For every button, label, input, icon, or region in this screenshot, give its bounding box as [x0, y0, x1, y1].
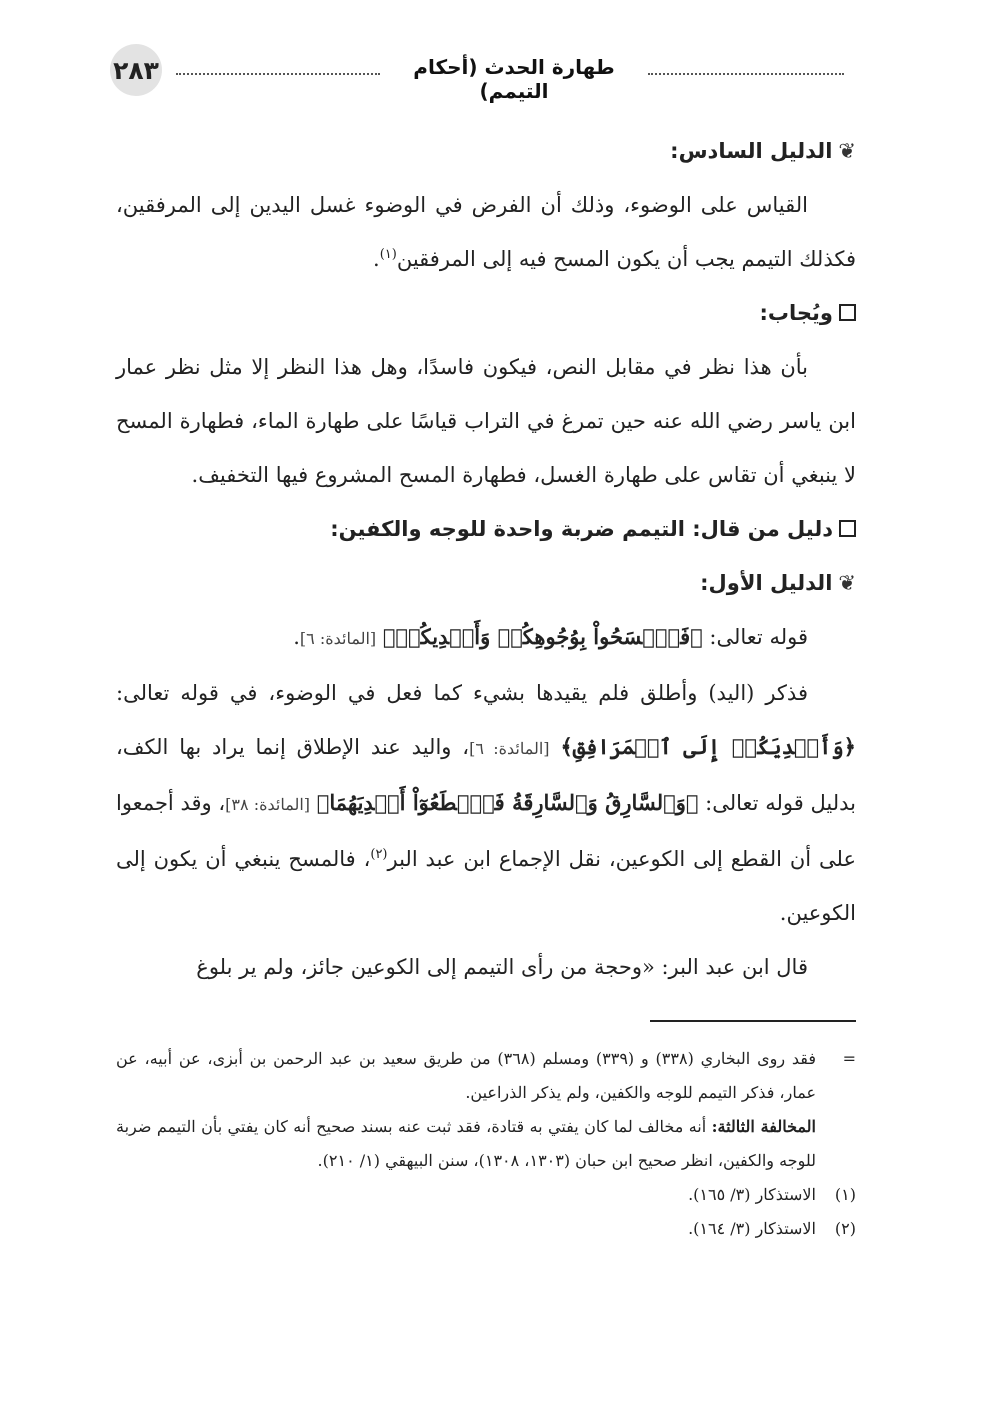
header-dotted-leader-right	[648, 57, 844, 75]
yad-paragraph: فذكر (اليد) وأطلق فلم يقيدها بشيء كما فعل في الوضوء، في قوله تعالى: ﴿وَأَيۡدِيَكُمۡ إِلَى ٱلۡمَرَافِقِ﴾ [المائدة: ٦]، واليد عند الإطلاق إنما يراد بها الكف، بدليل قوله تعالى: ﴿وَٱلسَّارِقُ وَٱلسَّارِقَةُ فَٱقۡطَعُوٓاْ أَيۡدِيَهُمَا﴾ [المائدة: ٣٨]، وقد أجمعوا على أن القطع إلى الكوعين، نقل الإجماع ابن عبد البر$^{(٢)}$، فالمسح ينبغي أن يكون إلى الكوعين.	[116, 681, 856, 925]
quran-verse: ﴿وَٱلسَّارِقُ وَٱلسَّارِقَةُ فَٱقۡطَعُوٓاْ أَيۡدِيَهُمَا﴾	[316, 790, 699, 815]
response-heading: ويُجاب:	[116, 286, 856, 340]
verse-reference: [المائدة: ٣٨]	[225, 795, 311, 814]
quran-verse: ﴿فَٱمۡسَحُواْ بِوُجُوهِكُمۡ وَأَيۡدِيكُمۡ﴾	[382, 624, 703, 649]
first-evidence-heading: ❦الدليل الأول:	[700, 571, 856, 595]
footnotes	[116, 1042, 856, 1246]
running-title: طهارة الحدث (أحكام التيمم)	[413, 55, 615, 103]
footnote-ref-2[interactable]: (٢)	[370, 847, 388, 862]
verse-paragraph: قوله تعالى: ﴿فَٱمۡسَحُواْ بِوُجُوهِكُمۡ وَأَيۡدِيكُمۡ﴾ [المائدة: ٦].	[293, 624, 808, 649]
verse-reference: [المائدة: ٦]	[299, 629, 377, 648]
leaf-ornament-icon: ❦	[838, 139, 856, 163]
qiyas-paragraph: القياس على الوضوء، وذلك أن الفرض في الوضوء غسل اليدين إلى المرفقين، فكذلك التيمم يجب أن يكون المسح فيه إلى المرفقين$^{(١)}$.	[116, 193, 856, 271]
footnote-ref-1[interactable]: (١)	[379, 247, 397, 262]
footnote-number: (١)	[834, 1185, 856, 1204]
verse-reference: [المائدة: ٦]	[469, 739, 550, 758]
header-dotted-leader-left	[176, 57, 380, 75]
leaf-ornament-icon: ❦	[838, 571, 856, 595]
footnote-text: الاستذكار (٣/ ١٦٤).	[688, 1219, 816, 1238]
response-paragraph: بأن هذا نظر في مقابل النص، فيكون فاسدًا، وهل هذا النظر إلا مثل نظر عمار ابن ياسر رضي الله عنه حين تمرغ في التراب قياسًا على طهارة الماء، فطهارة المسح لا ينبغي أن تقاس على طهارة الغسل، فطهارة المسح المشروع فيها التخفيف.	[116, 355, 856, 487]
checkbox-square-icon	[839, 304, 856, 321]
footnote-text: الاستذكار (٣/ ١٦٥).	[688, 1185, 816, 1204]
checkbox-square-icon	[839, 520, 856, 537]
one-strike-heading: دليل من قال: التيمم ضربة واحدة للوجه والكفين:	[116, 502, 856, 556]
page-number-badge	[110, 44, 162, 96]
page-number: ٢٨٣	[113, 55, 159, 85]
third-violation: المخالفة الثالثة: أنه مخالف لما كان يفتي به قتادة، فقد ثبت عنه بسند صحيح أنه كان يفتي بأن التيمم ضربة للوجه والكفين، انظر صحيح ابن حبان (١٣٠٣، ١٣٠٨)، سنن البيهقي (١/ ٢١٠).	[116, 1117, 816, 1170]
continuation-text: فقد روى البخاري (٣٣٨) و (٣٣٩) ومسلم (٣٦٨) من طريق سعيد بن عبد الرحمن بن أبزى، عن أبيه، عن عمار، فذكر التيمم للوجه والكفين، ولم يذكر الذراعين.	[116, 1049, 817, 1102]
quran-verse: ﴿وَأَيۡدِيَكُمۡ إِلَى ٱلۡمَرَافِقِ﴾	[560, 734, 856, 759]
quote-paragraph: قال ابن عبد البر: «وحجة من رأى التيمم إلى الكوعين جائز، ولم ير بلوغ	[196, 955, 808, 979]
footnote-item	[116, 1178, 856, 1212]
footnote-number: (٢)	[834, 1219, 856, 1238]
main-text	[116, 124, 856, 994]
footnote-separator	[650, 1020, 856, 1022]
footnote-item	[116, 1212, 856, 1246]
sixth-evidence-heading: ❦الدليل السادس:	[670, 139, 856, 163]
third-violation-label: المخالفة الثالثة:	[711, 1117, 816, 1136]
footnote-continuation	[116, 1042, 856, 1178]
continuation-mark: =	[842, 1049, 856, 1068]
